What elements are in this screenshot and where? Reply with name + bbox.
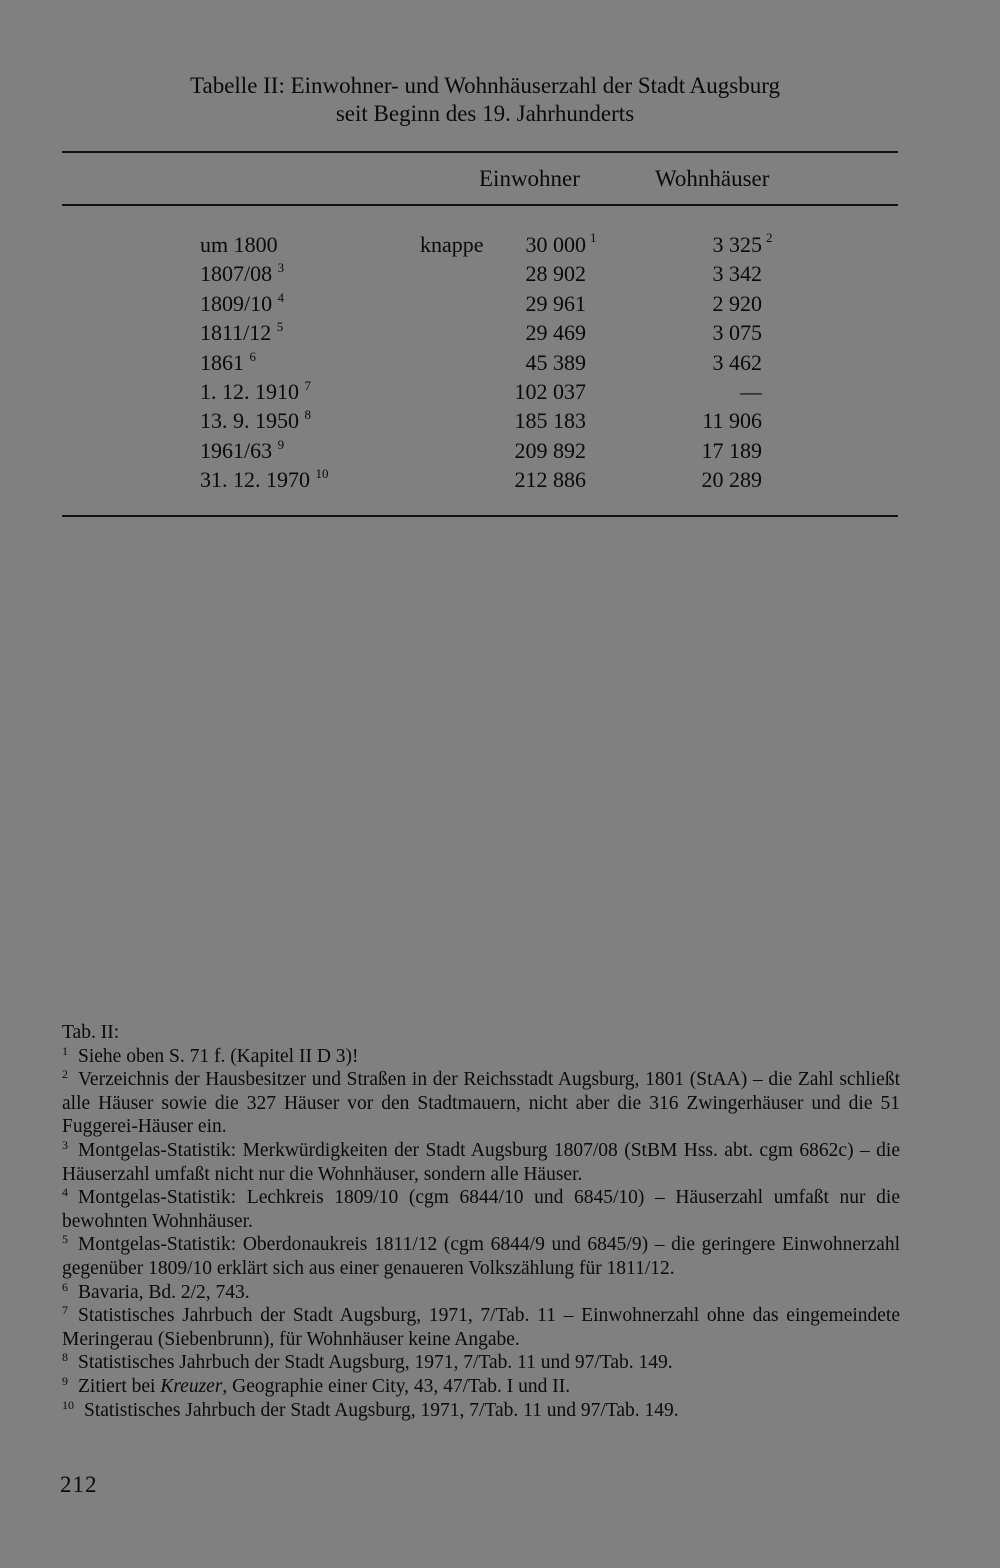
footnote-text: Montgelas-Statistik: Oberdonaukreis 1811/12 (cgm 6844/9 und 6845/9) – die geringere Einwohnerzahl gegenüber 1809/10 erklärt sich aus einer genaueren Volkszählung für 1811/12. xyxy=(62,1234,900,1279)
row-wohnhaeuser: — xyxy=(740,379,762,404)
footnote xyxy=(62,1139,900,1186)
footnote-number: 4 xyxy=(62,1185,68,1200)
table-row xyxy=(0,261,1000,291)
row-einwohner: 28 902 xyxy=(525,261,586,287)
page-number: 212 xyxy=(60,1472,98,1497)
header-rule xyxy=(62,204,898,206)
row-year: 1811/12 $^5$ xyxy=(200,319,284,346)
footnote-text: Statistisches Jahrbuch der Stadt Augsburg, 1971, 7/Tab. 11 und 97/Tab. 149. xyxy=(84,1399,679,1421)
table-row xyxy=(0,379,1000,409)
footnote-number: 3 xyxy=(62,1137,68,1152)
row-einwohner: 212 886 xyxy=(514,467,586,493)
year-footnote-ref: 4 xyxy=(277,289,285,305)
row-wohnhaeuser: 17 189 xyxy=(701,437,762,463)
table-row xyxy=(0,467,1000,497)
row-einwohner: 30 000 xyxy=(525,232,586,257)
row-year: 31. 12. 1970 $^{10}$ xyxy=(200,466,329,493)
year-footnote-ref: 9 xyxy=(277,436,285,452)
footnotes-list xyxy=(62,1045,900,1423)
footnote-text: Montgelas-Statistik: Lechkreis 1809/10 (cgm 6844/10 und 6845/10) – Häuserzahl umfaßt nur die bewohnten Wohnhäuser. xyxy=(62,1187,900,1232)
footnote xyxy=(62,1233,900,1280)
row-wohnhaeuser: 20 289 xyxy=(701,467,762,493)
table-title xyxy=(0,72,970,128)
einwohner-footnote-ref: 1 xyxy=(590,230,597,245)
year-footnote-ref: 10 xyxy=(315,466,329,482)
wohnhaeuser-footnote-ref: 2 xyxy=(766,230,773,245)
table-row xyxy=(0,438,1000,468)
row-wohnhaeuser: 3 325 xyxy=(712,232,762,257)
row-year: 1. 12. 1910 $^7$ xyxy=(200,378,311,404)
footnote-number: 2 xyxy=(62,1067,68,1082)
footnote xyxy=(62,1399,900,1423)
footnote-number: 10 xyxy=(62,1397,74,1412)
row-wohnhaeuser: 3 462 xyxy=(712,349,762,375)
row-prefix: knappe xyxy=(420,232,484,257)
footnote xyxy=(62,1186,900,1233)
footnote-number: 5 xyxy=(62,1232,68,1247)
footnote-number: 9 xyxy=(62,1373,68,1388)
footnote-number: 1 xyxy=(62,1043,68,1058)
footnote-text: Verzeichnis der Hausbesitzer und Straßen in der Reichsstadt Augsburg, 1801 (StAA) – die Zahl schließt alle Häuser sowie die 327 Häuser vor den Stadtmauern, nicht aber die 316 Zwingerhäuser und die 51 Fuggerei-Häuser ein. xyxy=(62,1069,900,1138)
footnote xyxy=(62,1068,900,1139)
footnotes-heading: Tab. II: xyxy=(62,1022,120,1043)
column-header-wohnhaeuser: Wohnhäuser xyxy=(655,166,770,191)
column-header-einwohner: Einwohner xyxy=(479,166,580,191)
row-year: um 1800 xyxy=(200,232,278,257)
row-year: 1961/63 $^9$ xyxy=(200,436,285,463)
footnote: $^9$ Zitiert bei Kreuzer, Geographie einer City, 43, 47/Tab. I und II. xyxy=(62,1373,571,1397)
footnote-text: Siehe oben S. 71 f. (Kapitel II D 3)! xyxy=(78,1045,359,1067)
row-year: 13. 9. 1950 $^8$ xyxy=(200,407,311,434)
row-year: 1809/10 $^4$ xyxy=(200,289,285,316)
top-rule xyxy=(62,151,898,153)
footnote xyxy=(62,1304,900,1351)
footnote-number: 8 xyxy=(62,1350,68,1365)
row-wohnhaeuser: 11 906 xyxy=(702,408,762,434)
year-footnote-ref: 6 xyxy=(249,348,256,364)
author-name: Kreuzer xyxy=(160,1375,223,1397)
footnote-text: Statistisches Jahrbuch der Stadt Augsburg, 1971, 7/Tab. 11 und 97/Tab. 149. xyxy=(78,1352,673,1374)
row-einwohner: 29 469 xyxy=(525,320,586,346)
bottom-rule xyxy=(62,515,898,517)
table-row xyxy=(0,408,1000,438)
footnote-text: Montgelas-Statistik: Merkwürdigkeiten der Stadt Augsburg 1807/08 (StBM Hss. abt. cgm 6862c) – die Häuserzahl umfaßt nicht nur die Wohnhäuser, sondern alle Häuser. xyxy=(62,1139,900,1185)
footnote-number: 7 xyxy=(62,1303,68,1318)
year-footnote-ref: 5 xyxy=(276,319,284,335)
row-year: 1861 $^6$ xyxy=(200,348,256,375)
table-row xyxy=(0,232,1000,262)
title-line-1: Tabelle II: Einwohner- und Wohnhäuserzahl der Stadt Augsburg xyxy=(190,73,780,98)
footnote xyxy=(62,1351,900,1375)
row-einwohner: 45 389 xyxy=(525,349,586,375)
footnote-text: Statistisches Jahrbuch der Stadt Augsburg, 1971, 7/Tab. 11 – Einwohnerzahl ohne das eingemeindete Meringerau (Siebenbrunn), für Wohnhäuser keine Angabe. xyxy=(62,1305,900,1350)
footnote xyxy=(62,1045,900,1069)
year-footnote-ref: 7 xyxy=(304,378,311,393)
row-year: 1807/08 $^3$ xyxy=(200,260,285,287)
row-einwohner: 102 037 xyxy=(514,379,586,404)
table-row xyxy=(0,350,1000,380)
footnote xyxy=(62,1281,900,1305)
row-einwohner: 185 183 xyxy=(514,408,586,434)
year-footnote-ref: 3 xyxy=(277,260,285,276)
footnote-text: Bavaria, Bd. 2/2, 743. xyxy=(78,1281,250,1303)
row-wohnhaeuser: 3 342 xyxy=(712,261,762,287)
row-einwohner: 209 892 xyxy=(514,437,586,463)
year-footnote-ref: 8 xyxy=(304,407,311,423)
footnotes xyxy=(62,1021,900,1422)
table-row xyxy=(0,291,1000,321)
table-row xyxy=(0,320,1000,350)
row-einwohner: 29 961 xyxy=(525,290,586,316)
row-wohnhaeuser: 2 920 xyxy=(712,290,762,316)
row-wohnhaeuser: 3 075 xyxy=(712,320,762,346)
footnote-number: 6 xyxy=(62,1279,68,1294)
title-line-2: seit Beginn des 19. Jahrhunderts xyxy=(335,101,635,126)
